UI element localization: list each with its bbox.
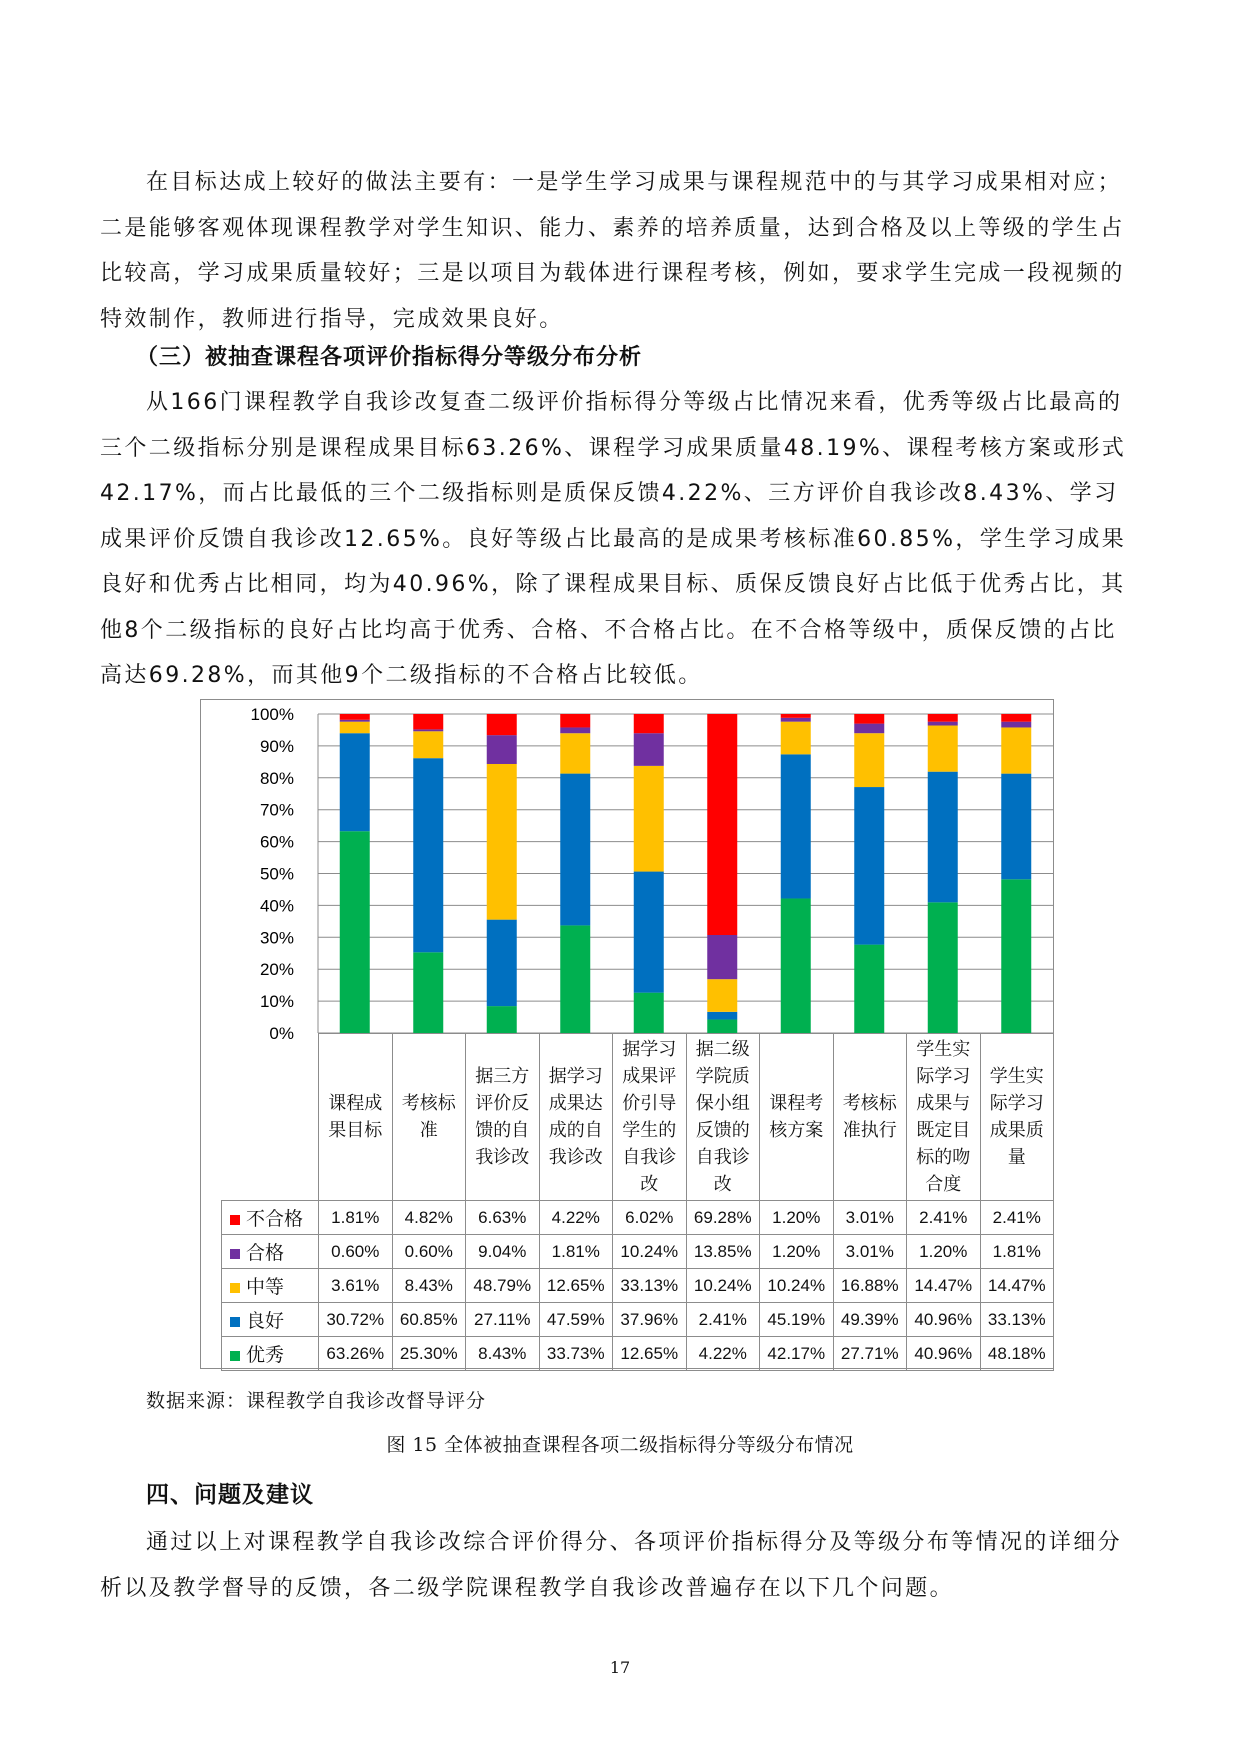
legend-label: 中等	[246, 1277, 285, 1298]
bar-segment	[854, 945, 884, 1033]
data-label: 49.39%	[833, 1303, 907, 1337]
bar-segment	[340, 831, 370, 1033]
bar-segment	[1001, 714, 1031, 722]
data-label: 1.20%	[907, 1235, 981, 1269]
data-label: 2.41%	[980, 1201, 1054, 1235]
data-label: 40.96%	[907, 1337, 981, 1371]
bar-segment	[707, 1020, 737, 1033]
data-label: 13.85%	[686, 1235, 760, 1269]
legend-swatch-icon	[230, 1317, 240, 1327]
legend-swatch-icon	[230, 1249, 240, 1259]
data-label: 12.65%	[539, 1269, 613, 1303]
data-label: 63.26%	[319, 1337, 393, 1371]
bar-segment	[928, 714, 958, 722]
bar-segment	[707, 714, 737, 935]
data-label: 33.13%	[613, 1269, 687, 1303]
bar-segment	[487, 1006, 517, 1033]
category-label: 学生实际学习成果质量	[980, 1034, 1054, 1201]
legend-entry	[222, 1235, 319, 1269]
bar-segment	[487, 764, 517, 920]
data-label: 47.59%	[539, 1303, 613, 1337]
y-tick-label: 50%	[259, 864, 294, 884]
series-row	[222, 1269, 1054, 1303]
bar-segment	[928, 772, 958, 903]
category-label: 课程成果目标	[319, 1034, 393, 1201]
data-label: 4.22%	[686, 1337, 760, 1371]
bar-segment	[413, 731, 443, 758]
y-tick-label: 90%	[259, 736, 294, 756]
paragraph-text: 通过以上对课程教学自我诊改综合评价得分、各项评价指标得分及等级分布等情况的详细分析以及教学督导的反馈，各二级学院课程教学自我诊改普遍存在以下几个问题。	[100, 1530, 1123, 1601]
data-label: 8.43%	[466, 1337, 540, 1371]
y-tick-label: 10%	[259, 992, 294, 1012]
legend-entry	[222, 1337, 319, 1371]
bar-segment	[707, 1012, 737, 1020]
legend-label: 合格	[246, 1243, 285, 1264]
data-label: 3.01%	[833, 1235, 907, 1269]
page-number: 17	[609, 1658, 631, 1677]
bar-segment	[487, 735, 517, 764]
category-label: 课程考核方案	[760, 1034, 834, 1201]
legend-swatch-icon	[230, 1351, 240, 1361]
data-label: 42.17%	[760, 1337, 834, 1371]
bar-segment	[1001, 727, 1031, 773]
bar-segment	[413, 952, 443, 1033]
bar-segment	[928, 722, 958, 726]
bar-segment	[487, 920, 517, 1006]
bar-segment	[1001, 722, 1031, 728]
bar-segment	[634, 714, 664, 733]
y-tick-label: 80%	[259, 768, 294, 788]
bar-segment	[413, 758, 443, 952]
bar-segment	[560, 714, 590, 727]
data-label: 1.81%	[980, 1235, 1054, 1269]
data-label: 27.11%	[466, 1303, 540, 1337]
bar-segment	[707, 935, 737, 979]
bar-segment	[340, 720, 370, 722]
paragraph-target-practice	[100, 160, 1140, 342]
y-tick-label: 20%	[259, 960, 294, 980]
bar-segment	[340, 714, 370, 720]
category-label: 学生实际学习成果与既定目标的吻合度	[907, 1034, 981, 1201]
stacked-bar-chart-with-data-table	[200, 699, 1054, 1369]
bar-segment	[1001, 879, 1031, 1033]
bar-segment	[487, 714, 517, 735]
bar-segment	[560, 925, 590, 1033]
bar-segment	[634, 872, 664, 993]
legend-entry	[222, 1303, 319, 1337]
bar-segment	[1001, 774, 1031, 880]
category-label: 据三方评价反馈的自我诊改	[466, 1034, 540, 1201]
data-label: 45.19%	[760, 1303, 834, 1337]
paragraph-grade-analysis	[100, 380, 1140, 699]
bar-segment	[854, 733, 884, 787]
data-label: 30.72%	[319, 1303, 393, 1337]
data-label: 60.85%	[392, 1303, 466, 1337]
category-label: 考核标准	[392, 1034, 466, 1201]
legend-label: 优秀	[246, 1345, 285, 1366]
data-label: 4.82%	[392, 1201, 466, 1235]
data-label: 9.04%	[466, 1235, 540, 1269]
bar-segment	[340, 733, 370, 831]
bar-segment	[781, 754, 811, 898]
data-label: 1.20%	[760, 1201, 834, 1235]
y-tick-label: 60%	[259, 832, 294, 852]
bar-segment	[928, 726, 958, 772]
data-label: 10.24%	[613, 1235, 687, 1269]
data-label: 33.13%	[980, 1303, 1054, 1337]
data-label: 2.41%	[907, 1201, 981, 1235]
data-label: 8.43%	[392, 1269, 466, 1303]
section-heading-2: 四、问题及建议	[146, 1482, 314, 1508]
data-label: 1.20%	[760, 1235, 834, 1269]
y-tick-label: 70%	[259, 800, 294, 820]
data-label: 14.47%	[980, 1269, 1054, 1303]
bar-segment	[634, 766, 664, 872]
category-header-row	[222, 1034, 1054, 1201]
table-corner	[222, 1034, 319, 1201]
data-label: 0.60%	[319, 1235, 393, 1269]
data-label: 10.24%	[686, 1269, 760, 1303]
bar-segment	[634, 733, 664, 766]
data-label: 12.65%	[613, 1337, 687, 1371]
bar-segment	[560, 733, 590, 773]
paragraph-text: 从166门课程教学自我诊改复查二级评价指标得分等级占比情况来看，优秀等级占比最高的三个二级指标分别是课程成果目标63.26%、课程学习成果质量48.19%、课程考核方案或形式42.17%，而占比最低的三个二级指标则是质保反馈4.22%、三方评价自我诊改8.43%、学习成果评价反馈自我诊改12.65%。良好等级占比最高的是成果考核标准60.85%，学生学习成果良好和优秀占比相同，均为40.96%，除了课程成果目标、质保反馈良好占比低于优秀占比，其他8个二级指标的良好占比均高于优秀、合格、不合格占比。在不合格等级中，质保反馈的占比高达69.28%，而其他9个二级指标的不合格占比较低。	[100, 390, 1127, 688]
bar-segment	[781, 714, 811, 718]
category-label: 据学习成果达成的自我诊改	[539, 1034, 613, 1201]
bar-segment	[781, 898, 811, 1033]
data-label: 2.41%	[686, 1303, 760, 1337]
legend-entry	[222, 1269, 319, 1303]
category-label: 考核标准执行	[833, 1034, 907, 1201]
bar-segment	[707, 979, 737, 1012]
data-label: 48.79%	[466, 1269, 540, 1303]
data-label: 25.30%	[392, 1337, 466, 1371]
legend-swatch-icon	[230, 1283, 240, 1293]
series-row	[222, 1337, 1054, 1371]
bar-segment	[634, 993, 664, 1033]
data-label: 37.96%	[613, 1303, 687, 1337]
category-label: 据二级学院质保小组反馈的自我诊改	[686, 1034, 760, 1201]
legend-label: 良好	[246, 1311, 285, 1332]
category-label: 据学习成果评价引导学生的自我诊改	[613, 1034, 687, 1201]
legend-swatch-icon	[230, 1215, 240, 1225]
data-label: 27.71%	[833, 1337, 907, 1371]
bar-segment	[928, 902, 958, 1033]
bar-segment	[781, 722, 811, 755]
bar-segment	[413, 729, 443, 731]
y-tick-label: 100%	[250, 705, 294, 724]
data-label: 4.22%	[539, 1201, 613, 1235]
data-label: 69.28%	[686, 1201, 760, 1235]
chart-data-table	[221, 1033, 1054, 1371]
data-label: 6.02%	[613, 1201, 687, 1235]
bar-segment	[340, 722, 370, 734]
data-label: 3.01%	[833, 1201, 907, 1235]
data-label: 16.88%	[833, 1269, 907, 1303]
data-label: 40.96%	[907, 1303, 981, 1337]
bar-segment	[854, 724, 884, 734]
data-label: 0.60%	[392, 1235, 466, 1269]
data-label: 6.63%	[466, 1201, 540, 1235]
bar-segment	[781, 718, 811, 722]
data-label: 1.81%	[319, 1201, 393, 1235]
data-label: 48.18%	[980, 1337, 1054, 1371]
series-row	[222, 1201, 1054, 1235]
legend-entry	[222, 1201, 319, 1235]
bar-segment	[560, 774, 590, 926]
bar-segment	[560, 727, 590, 733]
bar-segment	[854, 787, 884, 945]
figure-caption: 图 15 全体被抽查课程各项二级指标得分等级分布情况	[386, 1434, 854, 1456]
y-tick-label: 0%	[269, 1024, 294, 1043]
data-label: 14.47%	[907, 1269, 981, 1303]
data-label: 10.24%	[760, 1269, 834, 1303]
data-label: 33.73%	[539, 1337, 613, 1371]
series-row	[222, 1235, 1054, 1269]
y-tick-label: 40%	[259, 896, 294, 916]
series-row	[222, 1303, 1054, 1337]
data-label: 3.61%	[319, 1269, 393, 1303]
paragraph-problems-intro	[100, 1520, 1140, 1611]
legend-label: 不合格	[246, 1209, 304, 1230]
y-tick-label: 30%	[259, 928, 294, 948]
paragraph-text: 在目标达成上较好的做法主要有：一是学生学习成果与课程规范中的与其学习成果相对应；二是能够客观体现课程教学对学生知识、能力、素养的培养质量，达到合格及以上等级的学生占比较高，学习成果质量较好；三是以项目为载体进行课程考核，例如，要求学生完成一段视频的特效制作，教师进行指导，完成效果良好。	[100, 170, 1125, 332]
section-heading-3: （三）被抽查课程各项评价指标得分等级分布分析	[136, 345, 643, 370]
data-label: 1.81%	[539, 1235, 613, 1269]
bar-segment	[854, 714, 884, 724]
data-source-note: 数据来源：课程教学自我诊改督导评分	[146, 1390, 487, 1412]
bar-segment	[413, 714, 443, 729]
